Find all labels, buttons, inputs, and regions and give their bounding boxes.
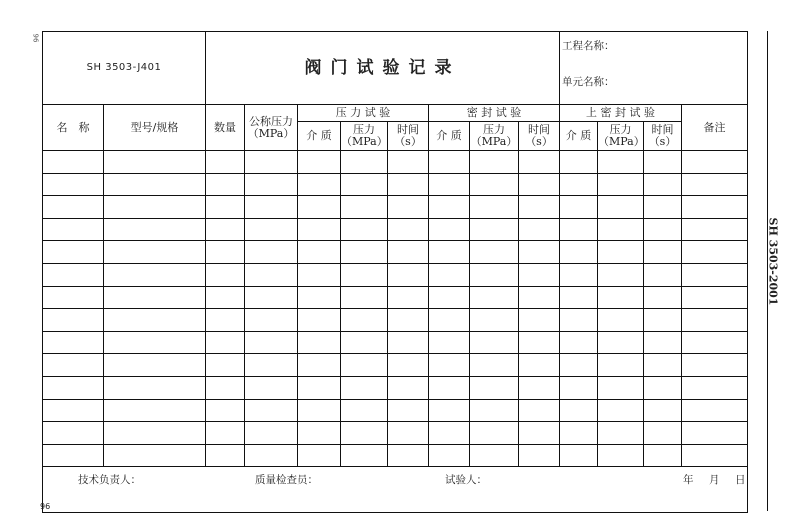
header-medium: 介 质	[298, 122, 341, 151]
table-cell[interactable]	[341, 309, 388, 332]
year-label: 年	[683, 474, 694, 487]
table-cell[interactable]	[43, 196, 104, 219]
table-cell[interactable]	[560, 196, 598, 219]
table-cell[interactable]	[560, 331, 598, 354]
table-cell[interactable]	[429, 218, 470, 241]
table-cell[interactable]	[104, 444, 206, 467]
table-cell[interactable]	[43, 331, 104, 354]
table-cell[interactable]	[206, 354, 245, 377]
table-cell[interactable]	[245, 196, 298, 219]
table-cell[interactable]	[644, 196, 682, 219]
table-cell[interactable]	[470, 173, 519, 196]
pressure-unit: （MPa）	[341, 135, 388, 148]
table-cell[interactable]	[429, 399, 470, 422]
table-cell[interactable]	[644, 263, 682, 286]
table-cell[interactable]	[206, 151, 245, 174]
table-cell[interactable]	[104, 422, 206, 445]
table-cell[interactable]	[429, 444, 470, 467]
table-cell[interactable]	[470, 241, 519, 264]
table-cell[interactable]	[298, 422, 341, 445]
time-unit: （s）	[394, 135, 422, 148]
table-cell[interactable]	[206, 309, 245, 332]
table-cell[interactable]	[519, 422, 560, 445]
table-cell[interactable]	[429, 422, 470, 445]
table-row	[43, 218, 748, 241]
project-info	[560, 32, 748, 105]
time-label: 时间	[528, 123, 551, 136]
table-cell[interactable]	[560, 422, 598, 445]
table-cell[interactable]	[644, 444, 682, 467]
header-time	[644, 122, 682, 151]
table-cell[interactable]	[598, 422, 644, 445]
table-cell[interactable]	[206, 196, 245, 219]
table-cell[interactable]	[470, 151, 519, 174]
table-cell[interactable]	[682, 263, 748, 286]
table-cell[interactable]	[245, 354, 298, 377]
table-cell[interactable]	[470, 331, 519, 354]
table-cell[interactable]	[682, 354, 748, 377]
table-cell[interactable]	[644, 376, 682, 399]
table-cell[interactable]	[245, 444, 298, 467]
pressure-label: 压力	[353, 123, 376, 136]
table-cell[interactable]	[104, 196, 206, 219]
table-cell[interactable]	[298, 263, 341, 286]
table-cell[interactable]	[43, 309, 104, 332]
header-model: 型号/规格	[104, 105, 206, 151]
table-cell[interactable]	[298, 196, 341, 219]
table-cell[interactable]	[519, 309, 560, 332]
table-cell[interactable]	[43, 173, 104, 196]
table-cell[interactable]	[104, 263, 206, 286]
table-cell[interactable]	[245, 151, 298, 174]
table-cell[interactable]	[470, 444, 519, 467]
table-cell[interactable]	[206, 241, 245, 264]
table-row	[43, 309, 748, 332]
table-cell[interactable]	[682, 173, 748, 196]
table-cell[interactable]	[560, 286, 598, 309]
table-cell[interactable]	[429, 331, 470, 354]
table-cell[interactable]	[341, 151, 388, 174]
table-cell[interactable]	[341, 241, 388, 264]
table-cell[interactable]	[644, 399, 682, 422]
table-cell[interactable]	[245, 286, 298, 309]
table-cell[interactable]	[644, 151, 682, 174]
table-cell[interactable]	[560, 151, 598, 174]
header-nominal-pressure	[245, 105, 298, 151]
unit-name-label: 单元名称：	[562, 76, 615, 88]
table-cell[interactable]	[560, 444, 598, 467]
table-cell[interactable]	[682, 309, 748, 332]
table-cell[interactable]	[206, 399, 245, 422]
table-cell[interactable]	[245, 331, 298, 354]
table-cell[interactable]	[104, 286, 206, 309]
table-cell[interactable]	[388, 309, 429, 332]
table-cell[interactable]	[206, 218, 245, 241]
table-cell[interactable]	[598, 309, 644, 332]
table-cell[interactable]	[388, 354, 429, 377]
table-cell[interactable]	[341, 218, 388, 241]
table-cell[interactable]	[560, 399, 598, 422]
table-cell[interactable]	[682, 331, 748, 354]
table-cell[interactable]	[206, 422, 245, 445]
table-cell[interactable]	[104, 399, 206, 422]
table-cell[interactable]	[298, 241, 341, 264]
table-cell[interactable]	[43, 151, 104, 174]
table-cell[interactable]	[388, 399, 429, 422]
header-name: 名 称	[43, 105, 104, 151]
table-cell[interactable]	[682, 196, 748, 219]
table-cell[interactable]	[245, 173, 298, 196]
header-time	[519, 122, 560, 151]
table-cell[interactable]	[43, 286, 104, 309]
form-title: 阀门试验记录	[206, 32, 560, 105]
table-cell[interactable]	[388, 241, 429, 264]
table-cell[interactable]	[598, 263, 644, 286]
table-cell[interactable]	[519, 263, 560, 286]
table-cell[interactable]	[388, 422, 429, 445]
table-cell[interactable]	[206, 331, 245, 354]
header-pressure	[341, 122, 388, 151]
table-cell[interactable]	[598, 218, 644, 241]
table-cell[interactable]	[682, 151, 748, 174]
table-cell[interactable]	[43, 218, 104, 241]
table-cell[interactable]	[43, 354, 104, 377]
table-cell[interactable]	[682, 286, 748, 309]
table-cell[interactable]	[245, 309, 298, 332]
table-cell[interactable]	[388, 196, 429, 219]
table-cell[interactable]	[560, 263, 598, 286]
header-qty: 数量	[206, 105, 245, 151]
table-cell[interactable]	[104, 376, 206, 399]
table-cell[interactable]	[104, 354, 206, 377]
header-upper-seal-test: 上 密 封 试 验	[560, 105, 682, 122]
table-cell[interactable]	[519, 354, 560, 377]
table-cell[interactable]	[560, 173, 598, 196]
table-cell[interactable]	[519, 331, 560, 354]
table-cell[interactable]	[245, 218, 298, 241]
table-cell[interactable]	[560, 241, 598, 264]
table-cell[interactable]	[470, 263, 519, 286]
header-pressure-test: 压 力 试 验	[298, 105, 429, 122]
table-cell[interactable]	[682, 444, 748, 467]
table-cell[interactable]	[341, 444, 388, 467]
header-remarks: 备注	[682, 105, 748, 151]
table-cell[interactable]	[245, 422, 298, 445]
table-cell[interactable]	[644, 286, 682, 309]
table-cell[interactable]	[341, 196, 388, 219]
table-cell[interactable]	[598, 173, 644, 196]
table-cell[interactable]	[519, 376, 560, 399]
table-cell[interactable]	[104, 331, 206, 354]
table-cell[interactable]	[388, 218, 429, 241]
table-cell[interactable]	[429, 286, 470, 309]
header-seal-test: 密 封 试 验	[429, 105, 560, 122]
table-cell[interactable]	[341, 422, 388, 445]
form-code: SH 3503-J401	[43, 32, 206, 105]
table-cell[interactable]	[682, 376, 748, 399]
table-cell[interactable]	[598, 331, 644, 354]
table-row	[43, 151, 748, 174]
table-cell[interactable]	[298, 309, 341, 332]
table-cell[interactable]	[43, 422, 104, 445]
table-cell[interactable]	[206, 173, 245, 196]
table-cell[interactable]	[598, 241, 644, 264]
table-cell[interactable]	[43, 444, 104, 467]
table-cell[interactable]	[245, 241, 298, 264]
pressure-unit: （MPa）	[470, 135, 518, 148]
nominal-pressure-label: 公称压力	[249, 114, 294, 128]
table-cell[interactable]	[598, 354, 644, 377]
table-cell[interactable]	[598, 444, 644, 467]
table-cell[interactable]	[598, 286, 644, 309]
table-cell[interactable]	[341, 399, 388, 422]
header-medium: 介 质	[560, 122, 598, 151]
table-cell[interactable]	[341, 354, 388, 377]
table-row	[43, 331, 748, 354]
table-cell[interactable]	[245, 399, 298, 422]
table-row	[43, 376, 748, 399]
table-cell[interactable]	[206, 444, 245, 467]
table-row	[43, 263, 748, 286]
qc-label: 质量检查员：	[255, 474, 318, 487]
table-cell[interactable]	[298, 399, 341, 422]
table-cell[interactable]	[388, 444, 429, 467]
pressure-label: 压力	[483, 123, 506, 136]
table-cell[interactable]	[104, 218, 206, 241]
table-cell[interactable]	[206, 286, 245, 309]
table-cell[interactable]	[519, 173, 560, 196]
table-cell[interactable]	[560, 354, 598, 377]
page-number: 96	[40, 502, 51, 511]
table-cell[interactable]	[298, 376, 341, 399]
table-cell[interactable]	[388, 376, 429, 399]
table-cell[interactable]	[341, 331, 388, 354]
table-cell[interactable]	[470, 422, 519, 445]
table-row	[43, 196, 748, 219]
table-cell[interactable]	[429, 263, 470, 286]
table-cell[interactable]	[245, 376, 298, 399]
table-cell[interactable]	[388, 286, 429, 309]
rotated-page-number: 96	[31, 33, 40, 43]
table-cell[interactable]	[598, 376, 644, 399]
table-cell[interactable]	[470, 196, 519, 219]
table-cell[interactable]	[644, 354, 682, 377]
table-cell[interactable]	[470, 286, 519, 309]
table-cell[interactable]	[644, 331, 682, 354]
table-row	[43, 354, 748, 377]
table-cell[interactable]	[470, 218, 519, 241]
table-cell[interactable]	[104, 241, 206, 264]
table-cell[interactable]	[644, 309, 682, 332]
tester-label: 试验人：	[445, 474, 487, 487]
table-cell[interactable]	[598, 399, 644, 422]
table-cell[interactable]	[388, 151, 429, 174]
table-cell[interactable]	[470, 376, 519, 399]
table-cell[interactable]	[519, 399, 560, 422]
table-cell[interactable]	[519, 151, 560, 174]
signature-row	[43, 467, 748, 513]
table-cell[interactable]	[104, 173, 206, 196]
nominal-unit: （MPa）	[247, 126, 295, 140]
header-time	[388, 122, 429, 151]
pressure-label: 压力	[609, 123, 632, 136]
month-label: 月	[709, 474, 720, 487]
table-cell[interactable]	[429, 354, 470, 377]
table-cell[interactable]	[560, 309, 598, 332]
project-name-label: 工程名称：	[562, 40, 615, 52]
day-label: 日	[735, 474, 746, 487]
table-cell[interactable]	[245, 263, 298, 286]
table-cell[interactable]	[429, 376, 470, 399]
table-cell[interactable]	[682, 218, 748, 241]
table-cell[interactable]	[519, 241, 560, 264]
table-cell[interactable]	[644, 218, 682, 241]
table-cell[interactable]	[429, 309, 470, 332]
time-unit: （s）	[648, 135, 677, 148]
table-cell[interactable]	[682, 399, 748, 422]
table-cell[interactable]	[598, 151, 644, 174]
table-cell[interactable]	[644, 422, 682, 445]
table-cell[interactable]	[341, 376, 388, 399]
table-cell[interactable]	[429, 241, 470, 264]
table-cell[interactable]	[43, 263, 104, 286]
table-row	[43, 241, 748, 264]
table-cell[interactable]	[206, 263, 245, 286]
table-cell[interactable]	[298, 151, 341, 174]
table-cell[interactable]	[470, 399, 519, 422]
table-cell[interactable]	[429, 196, 470, 219]
table-cell[interactable]	[298, 286, 341, 309]
table-cell[interactable]	[298, 218, 341, 241]
table-cell[interactable]	[519, 444, 560, 467]
table-cell[interactable]	[298, 444, 341, 467]
table-cell[interactable]	[560, 218, 598, 241]
table-cell[interactable]	[682, 241, 748, 264]
table-cell[interactable]	[644, 241, 682, 264]
table-cell[interactable]	[43, 241, 104, 264]
table-cell[interactable]	[429, 173, 470, 196]
table-row	[43, 399, 748, 422]
pressure-unit: （MPa）	[598, 135, 645, 148]
header-pressure	[598, 122, 644, 151]
table-cell[interactable]	[298, 173, 341, 196]
table-cell[interactable]	[341, 173, 388, 196]
header-pressure	[470, 122, 519, 151]
table-cell[interactable]	[470, 309, 519, 332]
table-cell[interactable]	[341, 286, 388, 309]
table-cell[interactable]	[341, 263, 388, 286]
table-cell[interactable]	[598, 196, 644, 219]
table-cell[interactable]	[43, 399, 104, 422]
table-cell[interactable]	[298, 354, 341, 377]
table-row	[43, 444, 748, 467]
valve-test-record-form	[42, 31, 748, 513]
table-cell[interactable]	[519, 218, 560, 241]
time-label: 时间	[651, 123, 674, 136]
table-cell[interactable]	[388, 173, 429, 196]
table-cell[interactable]	[104, 309, 206, 332]
table-cell[interactable]	[429, 151, 470, 174]
side-standard-code: SH 3503-2001	[766, 217, 780, 306]
table-cell[interactable]	[682, 422, 748, 445]
table-cell[interactable]	[470, 354, 519, 377]
table-cell[interactable]	[298, 331, 341, 354]
table-cell[interactable]	[644, 173, 682, 196]
table-cell[interactable]	[206, 376, 245, 399]
table-cell[interactable]	[519, 286, 560, 309]
table-cell[interactable]	[388, 331, 429, 354]
table-cell[interactable]	[104, 151, 206, 174]
table-row	[43, 422, 748, 445]
tech-lead-label: 技术负责人：	[78, 474, 141, 487]
header-medium: 介 质	[429, 122, 470, 151]
table-row	[43, 286, 748, 309]
table-row	[43, 173, 748, 196]
table-cell[interactable]	[560, 376, 598, 399]
table-cell[interactable]	[388, 263, 429, 286]
time-unit: （s）	[525, 135, 553, 148]
time-label: 时间	[397, 123, 420, 136]
table-cell[interactable]	[519, 196, 560, 219]
table-cell[interactable]	[43, 376, 104, 399]
